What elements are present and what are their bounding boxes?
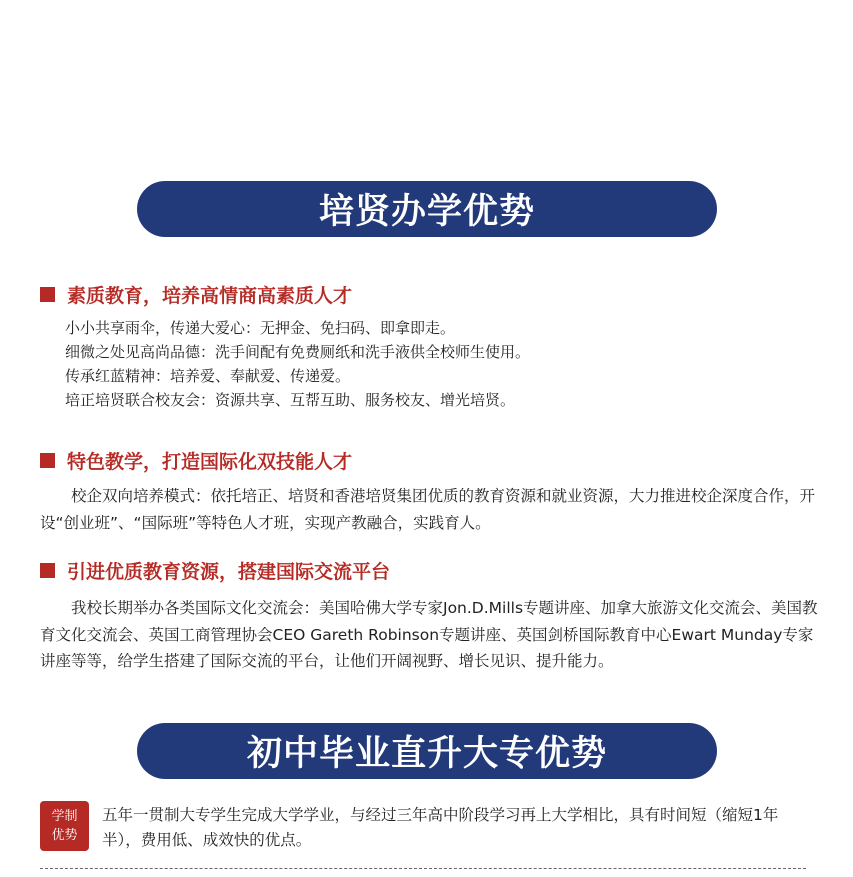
badge-label: 学制优势 (51, 809, 78, 843)
advantage-description: 五年一贯制大专学生完成大学学业，与经过三年高中阶段学习再上大学相比，具有时间短（缩短1年半），费用低、成效快的优点。 (102, 806, 779, 849)
section-heading (40, 447, 352, 473)
section-paragraph: 校企双向培养模式：依托培正、培贤和香港培贤集团优质的教育资源和就业资源，大力推进校企深度合作，开设“创业班”、“国际班”等特色人才班，实现产教融合，实践育人。 (40, 487, 816, 532)
list-item: 细微之处见高尚品德：洗手间配有免费厕纸和洗手液供全校师生使用。 (65, 343, 531, 361)
section-title: 引进优质教育资源，搭建国际交流平台 (67, 560, 391, 583)
section-title: 特色教学，打造国际化双技能人才 (67, 450, 353, 473)
list-item: 传承红蓝精神：培养爱、奉献爱、传递爱。 (65, 367, 351, 385)
list-item: 小小共享雨伞，传递大爱心：无押金、免扫码、即拿即走。 (65, 319, 456, 337)
bullet-square-icon (40, 453, 55, 468)
dashed-divider (40, 868, 806, 869)
banner-title: 初中毕业直升大专优势 (246, 734, 607, 774)
banner-title: 培贤办学优势 (318, 192, 535, 232)
list-item: 培正培贤联合校友会：资源共享、互帮互助、服务校友、增光培贤。 (65, 391, 516, 409)
bullet-square-icon (40, 287, 55, 302)
section-paragraph: 我校长期举办各类国际文化交流会：美国哈佛大学专家Jon.D.Mills专题讲座、加拿大旅游文化交流会、美国教育文化交流会、英国工商管理协会CEO Gareth Robinson专题讲座、英国剑桥国际教育中心Ewart Munday专家讲座等等，给学生搭建了国际交流的平台，让他们开阔视野、增长见识、提升能力。 (40, 599, 818, 670)
section-title: 素质教育，培养高情商高素质人才 (67, 284, 353, 307)
feature-list (65, 316, 530, 412)
advantage-badge (40, 801, 89, 851)
section-heading (40, 281, 352, 307)
section-banner (137, 181, 717, 237)
section-heading (40, 557, 390, 583)
section-banner (137, 723, 717, 779)
bullet-square-icon (40, 563, 55, 578)
